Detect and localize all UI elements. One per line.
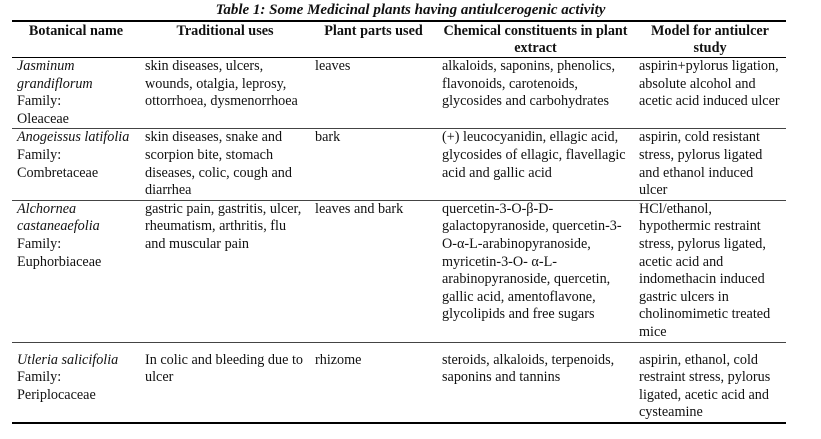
constituents-cell: (+) leucocyanidin, ellagic acid, glycosides of ellagic, flavellagic acid and gallic acid	[437, 129, 634, 200]
plant-parts-cell: leaves	[310, 58, 437, 129]
family-name: Combretaceae	[17, 164, 99, 181]
family-name: Oleaceae	[17, 110, 69, 127]
table-row	[12, 129, 786, 200]
family-label: Family:	[17, 93, 62, 110]
model-cell: aspirin+pylorus ligation, absolute alcohol and acetic acid induced ulcer	[634, 58, 786, 129]
constituents-cell: quercetin-3-O-β-D-galactopyranoside, quercetin-3-O-α-L-arabinopyranoside, myricetin-3-O- α-L-arabinopyranoside, quercetin, gallic acid, amentoflavone, glycolipids and free sugars	[437, 200, 634, 342]
constituents-cell: steroids, alkaloids, terpenoids, saponins and tannins	[437, 342, 634, 423]
medicinal-plants-table	[12, 20, 786, 424]
table-row	[12, 200, 786, 342]
header-traditional-uses: Traditional uses	[140, 21, 310, 58]
traditional-uses-cell: gastric pain, gastritis, ulcer, rheumatism, arthritis, flu and muscular pain	[140, 200, 310, 342]
species-name: Alchornea castaneaefolia	[17, 200, 100, 235]
family-name: Periplocaceae	[17, 386, 96, 403]
model-cell: aspirin, cold resistant stress, pylorus ligated and ethanol induced ulcer	[634, 129, 786, 200]
plant-parts-cell: bark	[310, 129, 437, 200]
header-plant-parts: Plant parts used	[310, 21, 437, 58]
header-row	[12, 21, 786, 58]
traditional-uses-cell: skin diseases, ulcers, wounds, otalgia, leprosy, ottorrhoea, dysmenorrhoea	[140, 58, 310, 129]
family-label: Family:	[17, 369, 62, 386]
table-caption: Table 1: Some Medicinal plants having antiulcerogenic activity	[215, 2, 606, 18]
plant-parts-cell: leaves and bark	[310, 200, 437, 342]
constituents-cell: alkaloids, saponins, phenolics, flavonoids, carotenoids, glycosides and carbohydrates	[437, 58, 634, 129]
model-cell: HCl/ethanol, hypothermic restraint stress, pylorus ligated, acetic acid and indomethacin induced gastric ulcers in cholinomimetic treated mice	[634, 200, 786, 342]
species-name: Anogeissus latifolia	[17, 129, 130, 146]
traditional-uses-cell: In colic and bleeding due to ulcer	[140, 342, 310, 423]
species-name: Jasminum grandiflorum	[17, 58, 93, 92]
botanical-name-cell	[12, 58, 140, 129]
header-model: Model for antiulcer study	[634, 21, 786, 58]
table-row	[12, 342, 786, 423]
family-label: Family:	[17, 146, 62, 163]
traditional-uses-cell: skin diseases, snake and scorpion bite, stomach diseases, colic, cough and diarrhea	[140, 129, 310, 200]
model-cell: aspirin, ethanol, cold restraint stress, pylorus ligated, acetic acid and cysteamine	[634, 342, 786, 423]
family-name: Euphorbiaceae	[17, 253, 102, 270]
table-row	[12, 58, 786, 129]
botanical-name-cell	[12, 129, 140, 200]
header-chemical-constituents: Chemical constituents in plant extract	[437, 21, 634, 58]
family-label: Family:	[17, 235, 62, 252]
botanical-name-cell	[12, 200, 140, 342]
species-name: Utleria salicifolia	[17, 351, 119, 368]
plant-parts-cell: rhizome	[310, 342, 437, 423]
header-botanical-name: Botanical name	[12, 21, 140, 58]
botanical-name-cell	[12, 342, 140, 423]
